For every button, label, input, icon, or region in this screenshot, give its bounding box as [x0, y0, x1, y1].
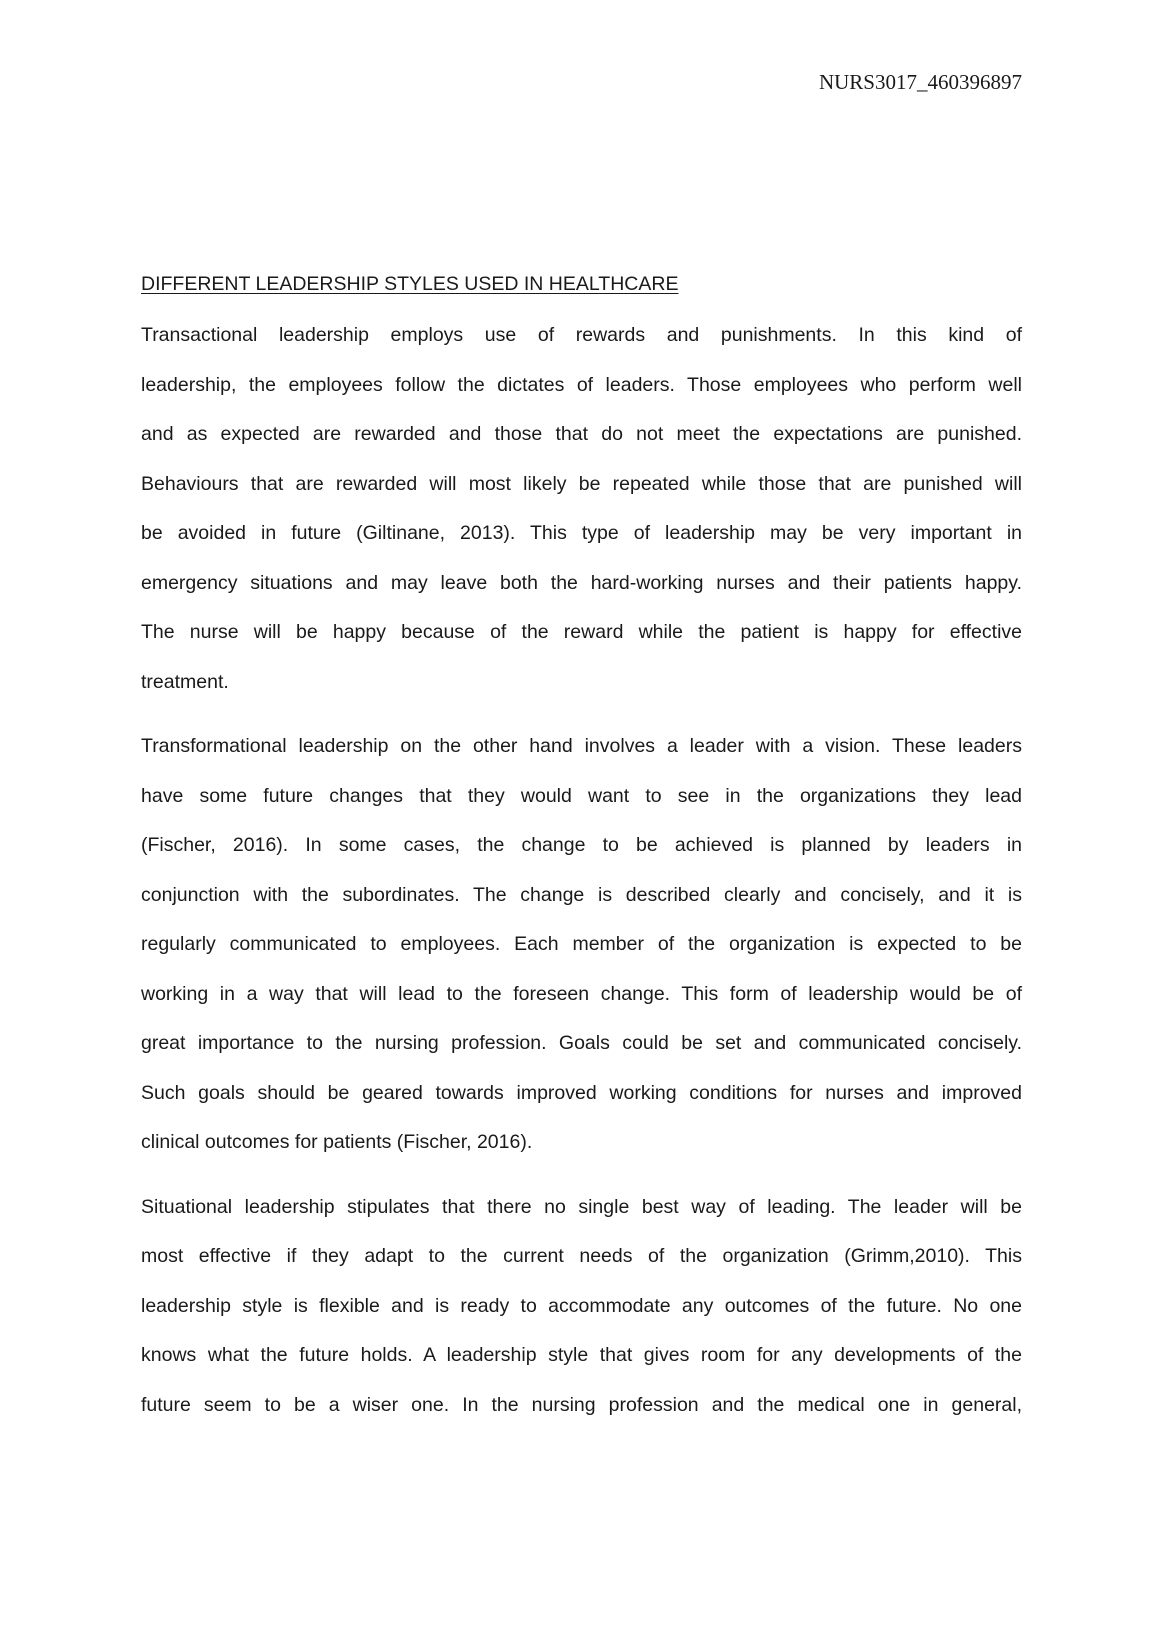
section-heading: DIFFERENT LEADERSHIP STYLES USED IN HEALTHCARE	[141, 273, 679, 295]
paragraph-transformational	[141, 730, 1022, 1176]
text-line: working in a way that will lead to the foreseen change. This form of leadership would be of	[141, 982, 1022, 1005]
text-line: have some future changes that they would want to see in the organizations they lead	[141, 784, 1022, 807]
text-line: future seem to be a wiser one. In the nursing profession and the medical one in general,	[141, 1393, 1022, 1416]
text-line: emergency situations and may leave both the hard-working nurses and their patients happy.	[141, 571, 1022, 594]
text-line: conjunction with the subordinates. The change is described clearly and concisely, and it is	[141, 883, 1022, 906]
text-line: Transactional leadership employs use of rewards and punishments. In this kind of	[141, 324, 1022, 346]
text-line: leadership style is flexible and is ready to accommodate any outcomes of the future. No one	[141, 1294, 1022, 1317]
text-line: great importance to the nursing profession. Goals could be set and communicated concisely.	[141, 1032, 1022, 1054]
text-line: and as expected are rewarded and those that do not meet the expectations are punished.	[141, 423, 1022, 445]
paragraph-transactional	[141, 319, 1022, 715]
text-line: knows what the future holds. A leadership style that gives room for any developments of the	[141, 1344, 1022, 1366]
text-line: most effective if they adapt to the current needs of the organization (Grimm,2010). This	[141, 1245, 1022, 1267]
document-id-header: NURS3017_460396897	[818, 70, 1022, 94]
text-line: be avoided in future (Giltinane, 2013). This type of leadership may be very important in	[141, 522, 1022, 544]
text-line: The nurse will be happy because of the reward while the patient is happy for effective	[141, 621, 1022, 643]
text-line: Transformational leadership on the other hand involves a leader with a vision. These leaders	[141, 735, 1022, 757]
text-line: Behaviours that are rewarded will most likely be repeated while those that are punished will	[141, 472, 1022, 495]
text-line: treatment.	[141, 670, 229, 693]
text-line: Such goals should be geared towards improved working conditions for nurses and improved	[141, 1081, 1022, 1104]
document-body	[141, 268, 1022, 1438]
text-line: regularly communicated to employees. Each member of the organization is expected to be	[141, 933, 1022, 955]
text-line: Situational leadership stipulates that there no single best way of leading. The leader will be	[141, 1195, 1022, 1218]
text-line: clinical outcomes for patients (Fischer, 2016).	[141, 1131, 533, 1153]
text-line: leadership, the employees follow the dictates of leaders. Those employees who perform well	[141, 373, 1022, 396]
text-line: (Fischer, 2016). In some cases, the change to be achieved is planned by leaders in	[141, 834, 1022, 856]
paragraph-situational	[141, 1191, 1022, 1439]
